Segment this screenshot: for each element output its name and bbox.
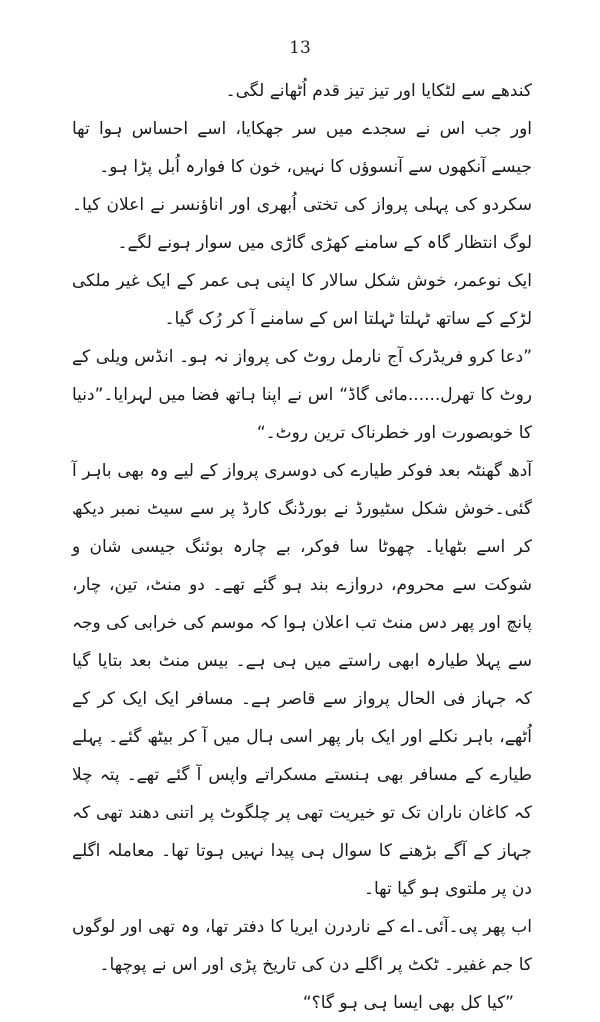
page-number: 13 — [289, 38, 311, 58]
page-body — [72, 72, 532, 1022]
paragraph: سکردو کی پہلی پرواز کی تختی اُبھری اور اناؤنسر نے اعلان کیا۔لوگ انتظار گاہ کے سامنے کھڑی گاڑی میں سوار ہونے لگے۔ — [72, 195, 532, 253]
paragraph: کندھے سے لٹکایا اور تیز تیز قدم اُٹھانے لگی۔ — [225, 81, 532, 101]
paragraph: اور جب اس نے سجدے میں سر جھکایا، اسے احساس ہوا تھا جیسے آنکھوں سے آنسوؤں کا نہیں، خون کا فوارہ اُبل پڑا ہو۔ — [72, 119, 532, 177]
paragraph: ”کیا کل بھی ایسا ہی ہو گا؟“ — [302, 993, 514, 1013]
paragraph: ”دعا کرو فریڈرک آج نارمل روٹ کی پرواز نہ ہو۔ انڈس ویلی کے روٹ کا تھرل......مائی گاڈ“ اس نے اپنا ہاتھ فضا میں لہرایا۔”دنیا کا خوبصورت اور خطرناک ترین روٹ۔“ — [72, 347, 532, 443]
paragraph: اب پھر پی۔آئی۔اے کے ناردرن ایریا کا دفتر تھا، وہ تھی اور لوگوں کا جم غفیر۔ ٹکٹ پر اگلے دن کی تاریخ پڑی اور اس نے پوچھا۔ — [72, 917, 532, 975]
paragraph: آدھ گھنٹہ بعد فوکر طیارے کی دوسری پرواز کے لیے وہ بھی باہر آ گئی۔خوش شکل سٹیورڈ نے بورڈنگ کارڈ پر سے سیٹ نمبر دیکھ کر اسے بٹھایا۔ چھوٹا سا فوکر، بے چارہ بوئنگ جیسی شان و شوکت سے محروم، دروازے بند ہو گئے تھے۔ دو منٹ، تین، چار، پانچ اور پھر دس منٹ تب اعلان ہوا کہ موسم کی خرابی کی وجہ سے پہلا طیارہ ابھی راستے میں ہی ہے۔ بیس منٹ بعد بتایا گیا کہ جہاز فی الحال پرواز سے قاصر ہے۔ مسافر ایک ایک کر کے اُٹھے، باہر نکلے اور ایک بار پھر اسی ہال میں آ کر بیٹھ گئے۔ پہلے طیارے کے مسافر بھی ہنستے مسکراتے واپس آ گئے تھے۔ پتہ چلا کہ کاغان ناران تک تو خیریت تھی پر چلگوٹ پر اتنی دھند تھی کہ جہاز کے آگے بڑھنے کا سوال ہی پیدا نہیں ہوتا تھا۔ معاملہ اگلے دن پر ملتوی ہو گیا تھا۔ — [72, 461, 532, 899]
paragraph: ایک نوعمر، خوش شکل سالار کا اپنی ہی عمر کے ایک غیر ملکی لڑکے کے ساتھ ٹہلتا ٹہلتا اس کے سامنے آ کر رُک گیا۔ — [72, 271, 532, 329]
